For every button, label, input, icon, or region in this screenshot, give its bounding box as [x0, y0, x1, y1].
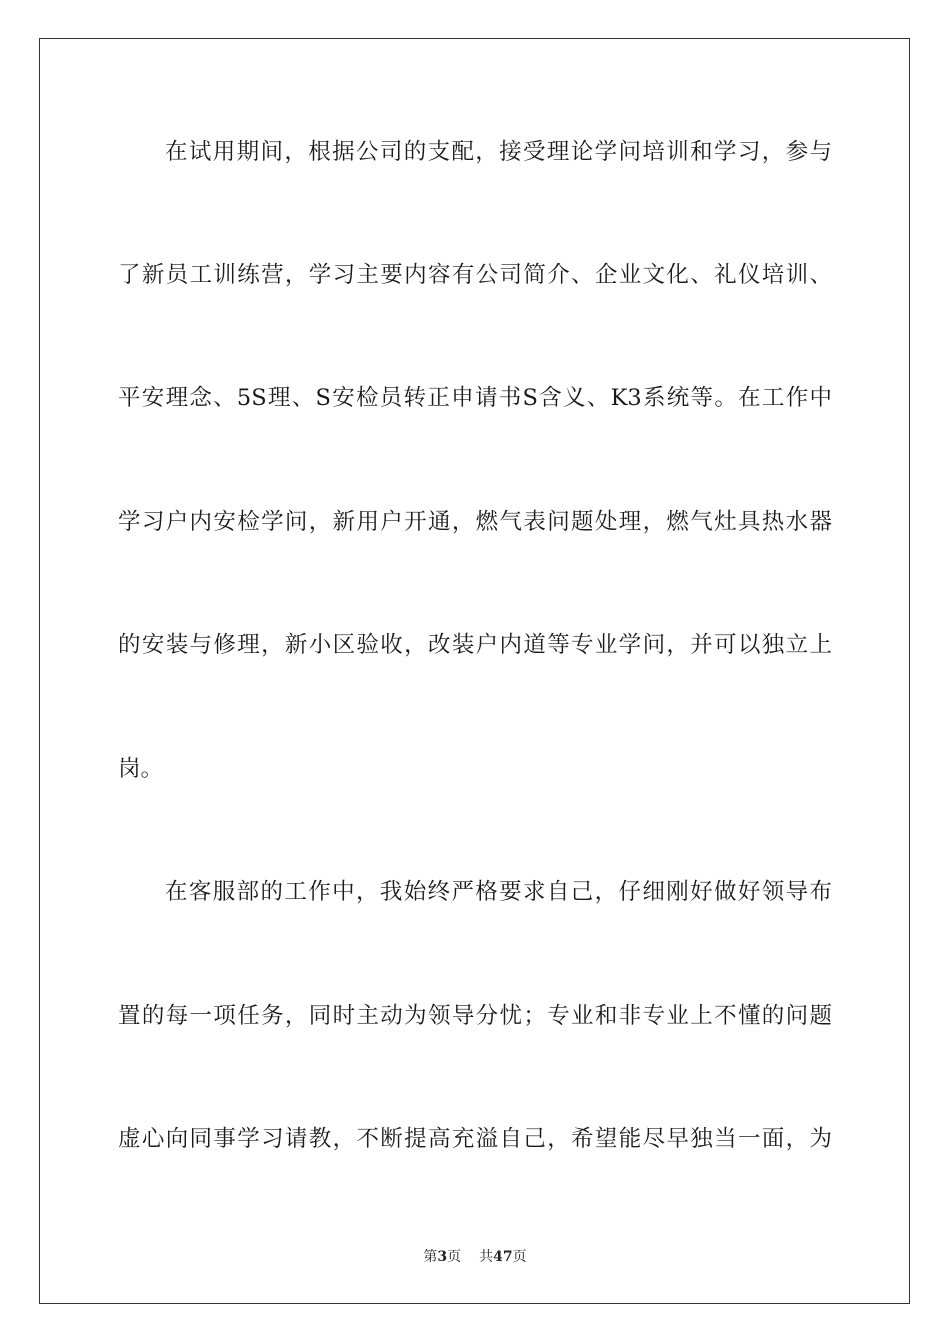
paragraph-1-line-5: 的安装与修理，新小区验收，改装户内道等专业学问，并可以独立上	[118, 632, 832, 658]
paragraph-2-line-2: 置的每一项任务，同时主动为领导分忧；专业和非专业上不懂的问题	[118, 1003, 832, 1029]
paragraph-1-line-4: 学习户内安检学问，新用户开通，燃气表问题处理，燃气灶具热水器	[118, 509, 832, 535]
paragraph-1-line-3: 平安理念、5S理、S安检员转正申请书S含义、K3系统等。在工作中	[118, 385, 832, 411]
current-page-number: 3	[437, 1249, 448, 1265]
paragraph-2-line-1: 在客服部的工作中，我始终严格要求自己，仔细刚好做好领导布	[165, 879, 832, 905]
page-suffix: 页	[447, 1249, 462, 1265]
total-suffix: 页	[512, 1249, 527, 1265]
paragraph-1-line-2: 了新员工训练营，学习主要内容有公司简介、企业文化、礼仪培训、	[118, 262, 832, 288]
page-border	[39, 38, 910, 1304]
paragraph-1-line-1: 在试用期间，根据公司的支配，接受理论学问培训和学习，参与	[165, 139, 832, 165]
total-page-count: 47	[493, 1249, 513, 1265]
page-prefix: 第	[423, 1249, 438, 1265]
page-footer	[0, 1248, 950, 1266]
paragraph-1-line-6: 岗。	[118, 756, 164, 782]
paragraph-2-line-3: 虚心向同事学习请教，不断提高充溢自己，希望能尽早独当一面，为	[118, 1126, 832, 1152]
total-prefix: 共	[479, 1249, 494, 1265]
